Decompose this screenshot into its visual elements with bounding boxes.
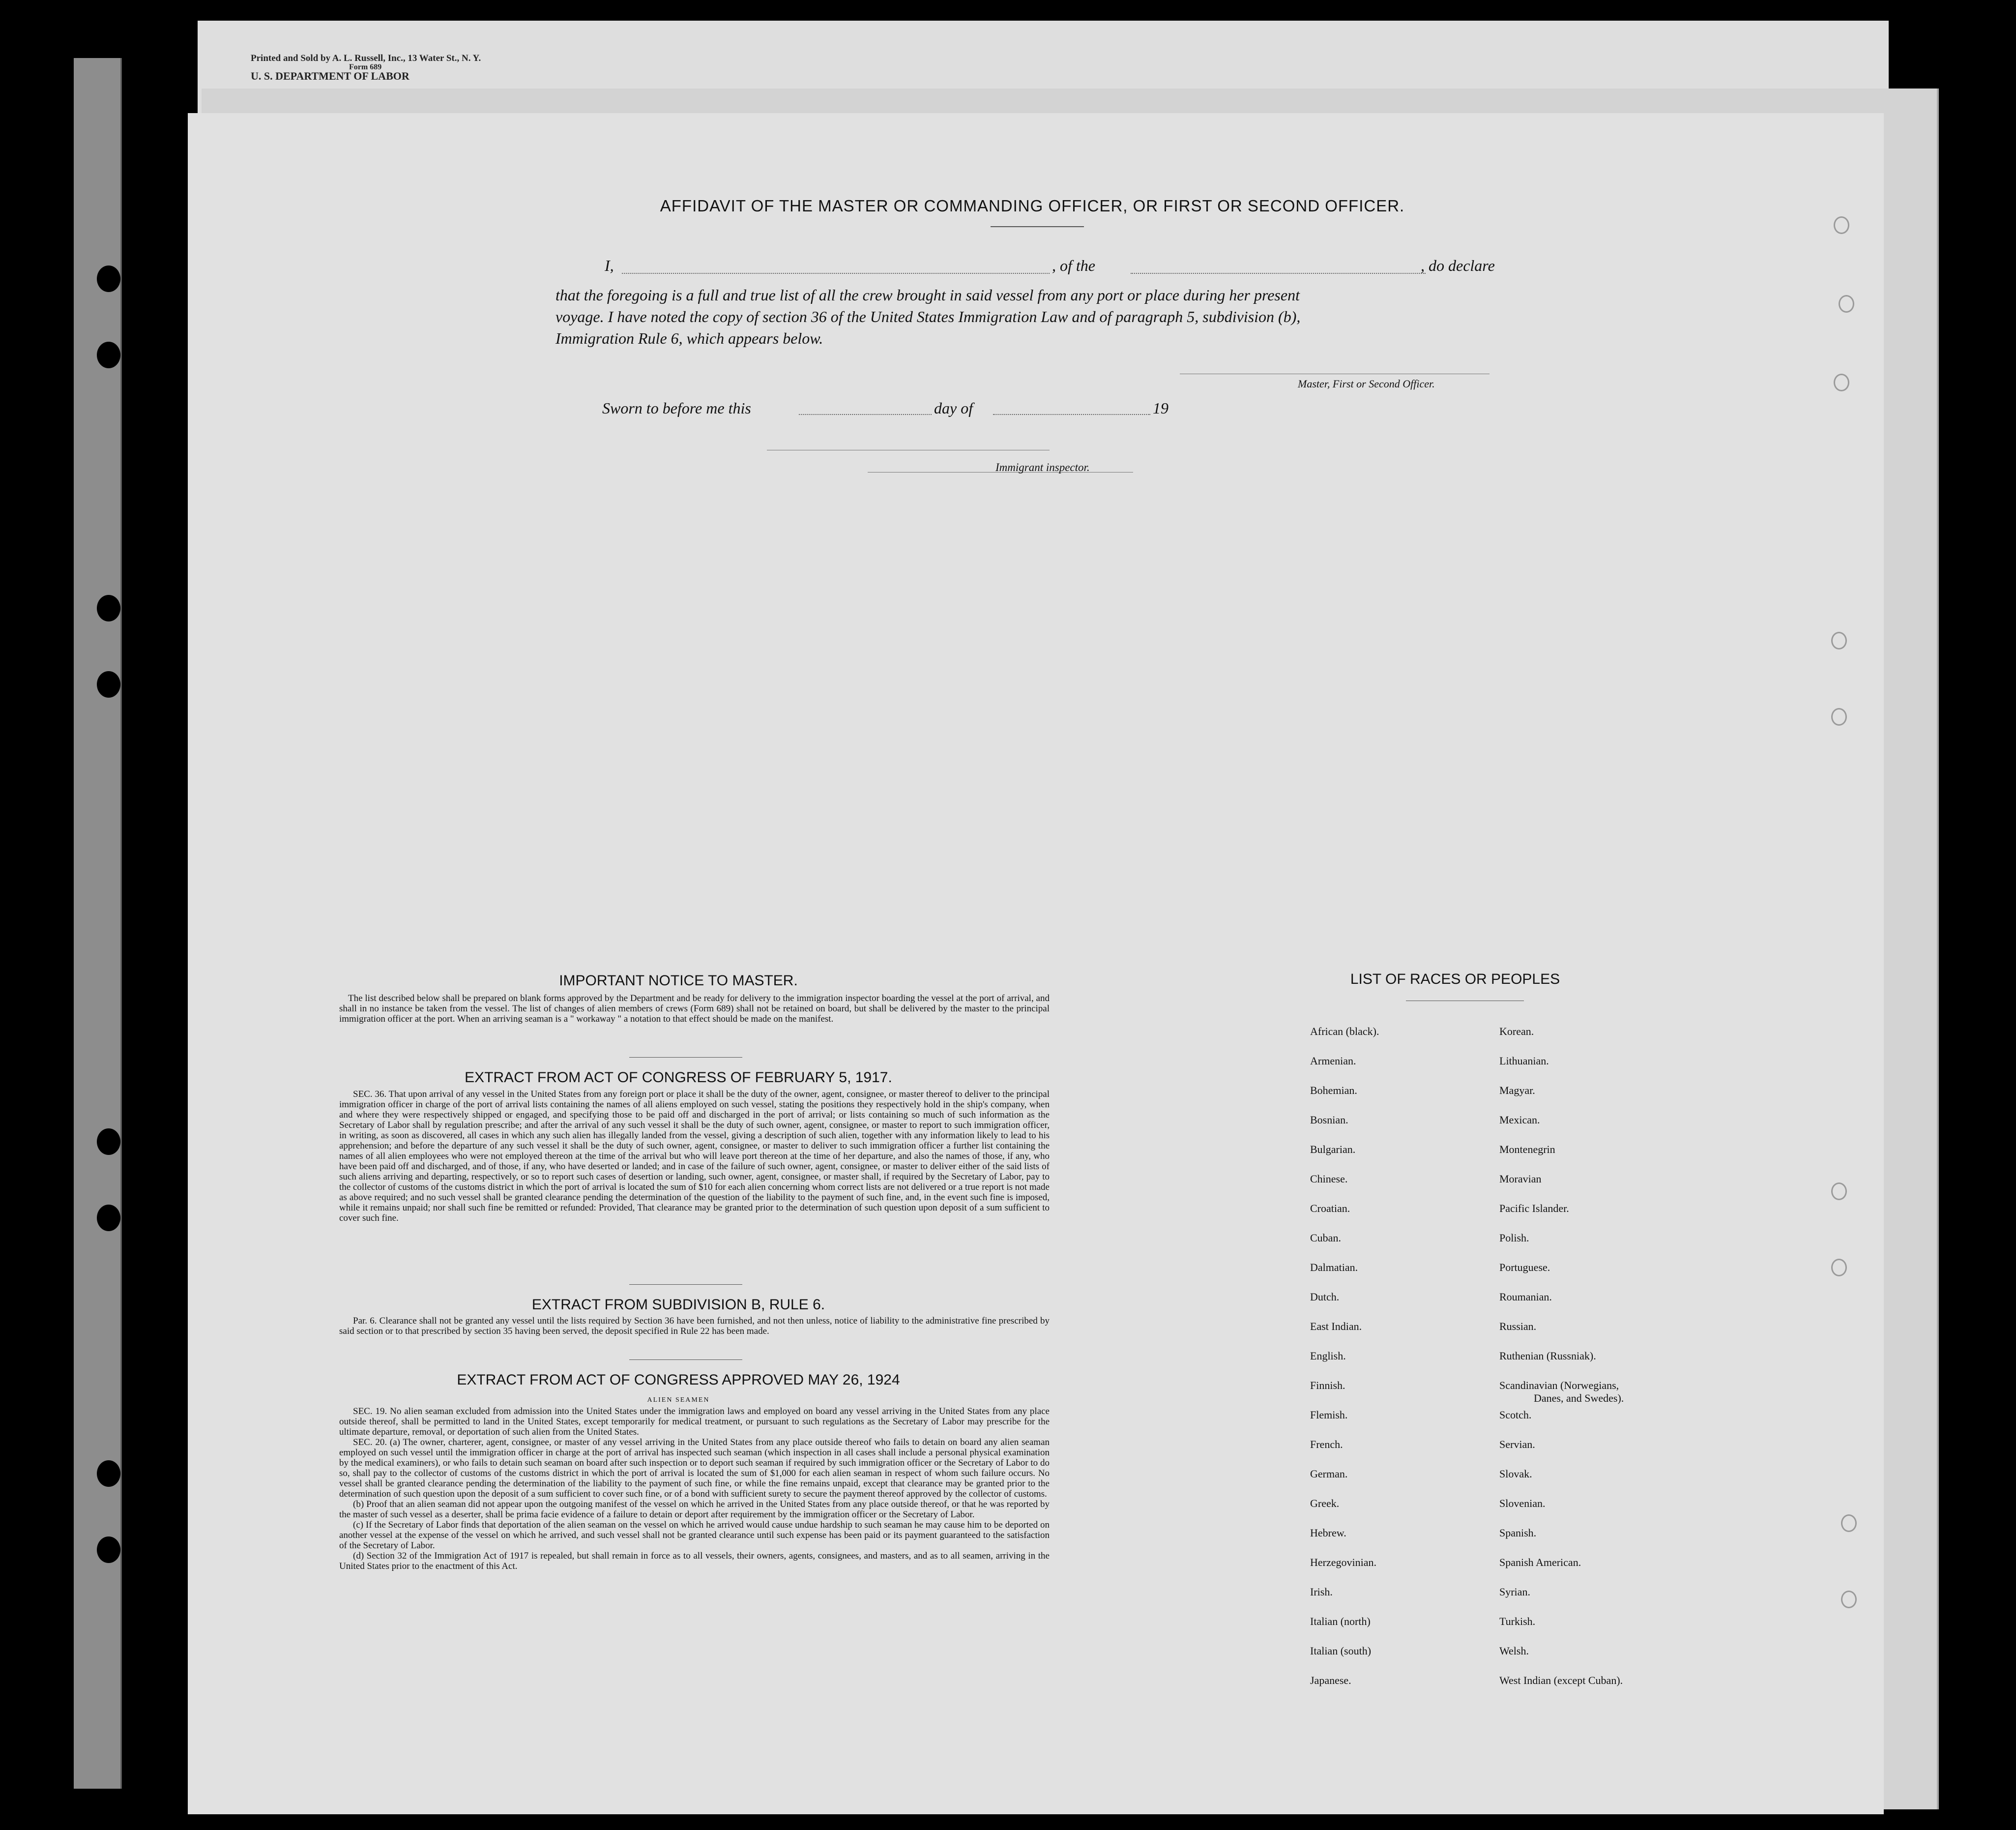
race-item: Finnish. (1310, 1379, 1345, 1391)
race-item: Turkish. (1499, 1615, 1536, 1627)
race-item: Bohemian. (1310, 1084, 1357, 1096)
race-item: West Indian (except Cuban). (1499, 1674, 1623, 1686)
race-item: Korean. (1499, 1025, 1534, 1037)
binding-strip (74, 58, 122, 1789)
race-item: English. (1310, 1350, 1346, 1362)
vessel-field[interactable] (1131, 273, 1426, 274)
affidavit-body (555, 284, 1519, 349)
affidavit-line-3: voyage. I have noted the copy of section 36 of the United States Immigration Law and of paragraph 5, subdivision (b), (555, 308, 1301, 325)
race-item: Servian. (1499, 1438, 1535, 1450)
imprint-line-1: Printed and Sold by A. L. Russell, Inc., 13 Water St., N. Y. (251, 53, 481, 63)
races-title: LIST OF RACES OR PEOPLES (1350, 971, 1560, 987)
race-item: Polish. (1499, 1232, 1529, 1244)
printer-imprint (251, 53, 481, 82)
sworn-label: Sworn to before me this (602, 399, 751, 417)
race-item: Roumanian. (1499, 1291, 1552, 1303)
page-ring (1839, 295, 1854, 313)
binding-hole (97, 1205, 120, 1231)
race-item: Magyar. (1499, 1084, 1535, 1096)
year-label: 19 (1153, 399, 1169, 417)
race-item: Dalmatian. (1310, 1261, 1358, 1273)
inspector-label: Immigrant inspector. (995, 461, 1090, 473)
sworn-month-field[interactable] (993, 414, 1150, 415)
race-item: Italian (south) (1310, 1645, 1372, 1657)
race-item: Herzegovinian. (1310, 1556, 1376, 1568)
binding-hole (97, 342, 120, 368)
notice-text: The list described below shall be prepared on blank forms approved by the Department and be ready for delivery to the immigration inspector boarding the vessel at the port of arrival, and shall in no instance be taken from the vessel. The list of changes of alien members of crews (Form 689) shall not be retained on board, but shall be delivered by the master to the principal immigration officer at the port. When an arriving seaman is a " workaway " a notation to that effect should be made on the manifest. (339, 993, 1050, 1024)
extract-1924-sec19: SEC. 19. No alien seaman excluded from admission into the United States under the immigration laws and employed on board any vessel arriving in the United States from any place outside thereof, shall be permitted to land in the United States, except temporarily for medical treatment, or pursuant to such regulations as the Secretary of Labor may prescribe for the ultimate departure, removal, or deportation of such alien from the United States. (339, 1406, 1050, 1437)
race-item: Ruthenian (Russniak). (1499, 1350, 1596, 1362)
race-item: Hebrew. (1310, 1527, 1346, 1539)
race-item: Italian (north) (1310, 1615, 1371, 1627)
race-item-continuation: Danes, and Swedes). (1534, 1392, 1624, 1404)
master-signature-label: Master, First or Second Officer. (1298, 378, 1435, 390)
extract-1924-subtitle: ALIEN SEAMEN (647, 1396, 710, 1404)
race-item: Mexican. (1499, 1114, 1540, 1126)
extract-1924-sec20a: SEC. 20. (a) The owner, charterer, agent, consignee, or master of any vessel arriving in the United States from any place outside thereof who fails to detain on board any alien seaman employed on such vessel until the immigration officer in charge at the port of arrival has inspected such seaman (which inspection in all cases shall include a personal physical examination by the medical examiners), or who fails to detain such seaman on board after such inspection or to deport such seaman if required by such immigration officer or the Secretary of Labor to do so, shall pay to the collector of customs of the customs district in which the port of arrival is located the sum of $1,000 for each alien seaman in respect of whom such failure occurs. No vessel shall be granted clearance pending the determination of the liability to the payment of such fine, or while the fine remains unpaid, except that clearance may be granted prior to the determination of such question upon the deposit of a sum sufficient to cover such fine, or of a bond with sufficient surety to secure the payment thereof approved by the collector of customs. (339, 1437, 1050, 1499)
race-item: Armenian. (1310, 1055, 1356, 1067)
affidavit-line-2: that the foregoing is a full and true list of all the crew brought in said vessel from any port or place during her present (555, 286, 1300, 304)
divider (629, 1284, 742, 1285)
race-item: Flemish. (1310, 1409, 1348, 1421)
race-item: Dutch. (1310, 1291, 1340, 1303)
divider (629, 1057, 742, 1058)
race-item: Chinese. (1310, 1173, 1348, 1185)
affidavit-line-4: Immigration Rule 6, which appears below. (555, 329, 823, 347)
extract-1924-sec20c: (c) If the Secretary of Labor finds that deportation of the alien seaman on the vessel on which he arrived would cause undue hardship to such seaman he may cause him to be deported on another vessel at the expense of the vessel on which he arrived, and such vessel shall not be granted clearance until such expense has been paid or its payment guaranteed to the satisfaction of the Secretary of Labor. (339, 1520, 1050, 1551)
race-item: Bosnian. (1310, 1114, 1348, 1126)
race-item: African (black). (1310, 1025, 1379, 1037)
race-item: Scandinavian (Norwegians, (1499, 1379, 1619, 1391)
extract-b-text: Par. 6. Clearance shall not be granted any vessel until the lists required by Section 36 have been furnished, and not then unless, notice of liability to the administrative fine prescribed by said section or to that prescribed by section 35 having been served, the deposit specified in Rule 22 has been made. (339, 1316, 1050, 1336)
divider (629, 1359, 742, 1360)
extract-1917-text: SEC. 36. That upon arrival of any vessel in the United States from any foreign port or place it shall be the duty of the owner, agent, consignee, or master thereof to deliver to the principal immigration officer in charge of the port of arrival lists containing the names of all aliens employed on such vessel, stating the positions they respectively hold in the ship's company, when and where they were respectively shipped or engaged, and specifying those to be paid off and discharged in the port of arrival; or lists containing so much of such information as the Secretary of Labor shall by regulation prescribe; and after the arrival of any such vessel it shall be the duty of such owner, agent, consignee, or master to report to such immigration officer, in writing, as soon as discovered, all cases in which any such alien has illegally landed from the vessel, giving a description of such alien, together with any information likely to lead to his apprehension; and before the departure of any such vessel it shall be the duty of such owner, agent, consignee, or master to deliver to such immigration officer a further list containing the names of all alien employees who were not employed thereon at the time of the arrival but who will leave port thereon at the time of her departure, and also the names of those, if any, who have been paid off and discharged, and of those, if any, who have deserted or landed; and in case of the failure of such owner, agent, consignee, or master to deliver either of the said lists of such aliens arriving and departing, respectively, or so to report such cases of desertion or landing, such owner, agent, consignee, or master shall, if required by the Secretary of Labor, pay to the collector of customs of the customs district in which the port of arrival is located the sum of $10 for each alien concerning whom correct lists are not delivered or a true report is not made as above required; and no such vessel shall be granted clearance pending the determination of the question of the liability to the payment of such fine, and, in the event such fine is imposed, while it remains unpaid; nor shall such fine be remitted or refunded: Provided, That clearance may be granted prior to the determination of such question upon deposit of a sum sufficient to cover such fine. (339, 1089, 1050, 1223)
race-item: Croatian. (1310, 1202, 1350, 1214)
race-item: Welsh. (1499, 1645, 1529, 1657)
binding-hole (97, 1536, 120, 1563)
binding-hole (97, 671, 120, 698)
race-item: Cuban. (1310, 1232, 1341, 1244)
race-item: Scotch. (1499, 1409, 1532, 1421)
page-ring (1831, 708, 1847, 726)
extract-1917-title: EXTRACT FROM ACT OF CONGRESS OF FEBRUARY 5, 1917. (465, 1069, 892, 1086)
imprint-line-2: Form 689 (349, 63, 382, 71)
binding-hole (97, 1460, 120, 1487)
race-item: Syrian. (1499, 1586, 1530, 1598)
affidavit-i: I, (605, 257, 614, 274)
binding-hole (97, 266, 120, 292)
name-field[interactable] (622, 273, 1050, 274)
race-item: French. (1310, 1438, 1343, 1450)
extract-1924-title: EXTRACT FROM ACT OF CONGRESS APPROVED MAY 26, 1924 (457, 1372, 900, 1388)
extract-b-title: EXTRACT FROM SUBDIVISION B, RULE 6. (531, 1297, 825, 1313)
race-item: Spanish American. (1499, 1556, 1581, 1568)
race-item: Irish. (1310, 1586, 1333, 1598)
imprint-line-3: U. S. DEPARTMENT OF LABOR (251, 70, 409, 82)
day-of-label: day of (934, 399, 973, 417)
binding-hole (97, 595, 120, 621)
race-item: Lithuanian. (1499, 1055, 1549, 1067)
race-item: Moravian (1499, 1173, 1542, 1185)
page-ring (1841, 1591, 1857, 1608)
race-item: Portuguese. (1499, 1261, 1550, 1273)
affidavit-of-the: , of the (1052, 257, 1095, 274)
race-item: Japanese. (1310, 1674, 1351, 1686)
page-ring (1831, 1182, 1847, 1200)
sworn-day-field[interactable] (799, 414, 932, 415)
race-item: Russian. (1499, 1320, 1537, 1332)
race-item: Greek. (1310, 1497, 1340, 1509)
page-ring (1831, 632, 1847, 649)
affidavit-title: AFFIDAVIT OF THE MASTER OR COMMANDING OFFICER, OR FIRST OR SECOND OFFICER. (660, 197, 1405, 215)
page-ring (1831, 1259, 1847, 1276)
race-item: Pacific Islander. (1499, 1202, 1569, 1214)
divider (991, 226, 1084, 227)
binding-hole (97, 1128, 120, 1155)
page-ring (1834, 216, 1849, 234)
page-ring (1841, 1514, 1857, 1532)
extract-1924-body (339, 1406, 1050, 1571)
race-item: Montenegrin (1499, 1143, 1555, 1155)
page-ring (1834, 374, 1849, 391)
race-item: Spanish. (1499, 1527, 1537, 1539)
extract-1924-sec20d: (d) Section 32 of the Immigration Act of 1917 is repealed, but shall remain in force as to all vessels, their owners, agents, consignees, and masters, and as to all seamen, arriving in the United States prior to the enactment of this Act. (339, 1551, 1050, 1571)
notice-title: IMPORTANT NOTICE TO MASTER. (559, 973, 798, 989)
race-item: Slovenian. (1499, 1497, 1546, 1509)
race-item: Bulgarian. (1310, 1143, 1356, 1155)
extract-1924-sec20b: (b) Proof that an alien seaman did not appear upon the outgoing manifest of the vessel on which he arrived in the United States from any place outside thereof, or that he was reported by the master of such vessel as a deserter, shall be prima facie evidence of a failure to detain or deport after requirement by the immigration officer or the Secretary of Labor. (339, 1499, 1050, 1520)
race-item: German. (1310, 1468, 1348, 1480)
affidavit-do-declare: , do declare (1421, 257, 1495, 274)
race-item: Slovak. (1499, 1468, 1532, 1480)
race-item: East Indian. (1310, 1320, 1362, 1332)
